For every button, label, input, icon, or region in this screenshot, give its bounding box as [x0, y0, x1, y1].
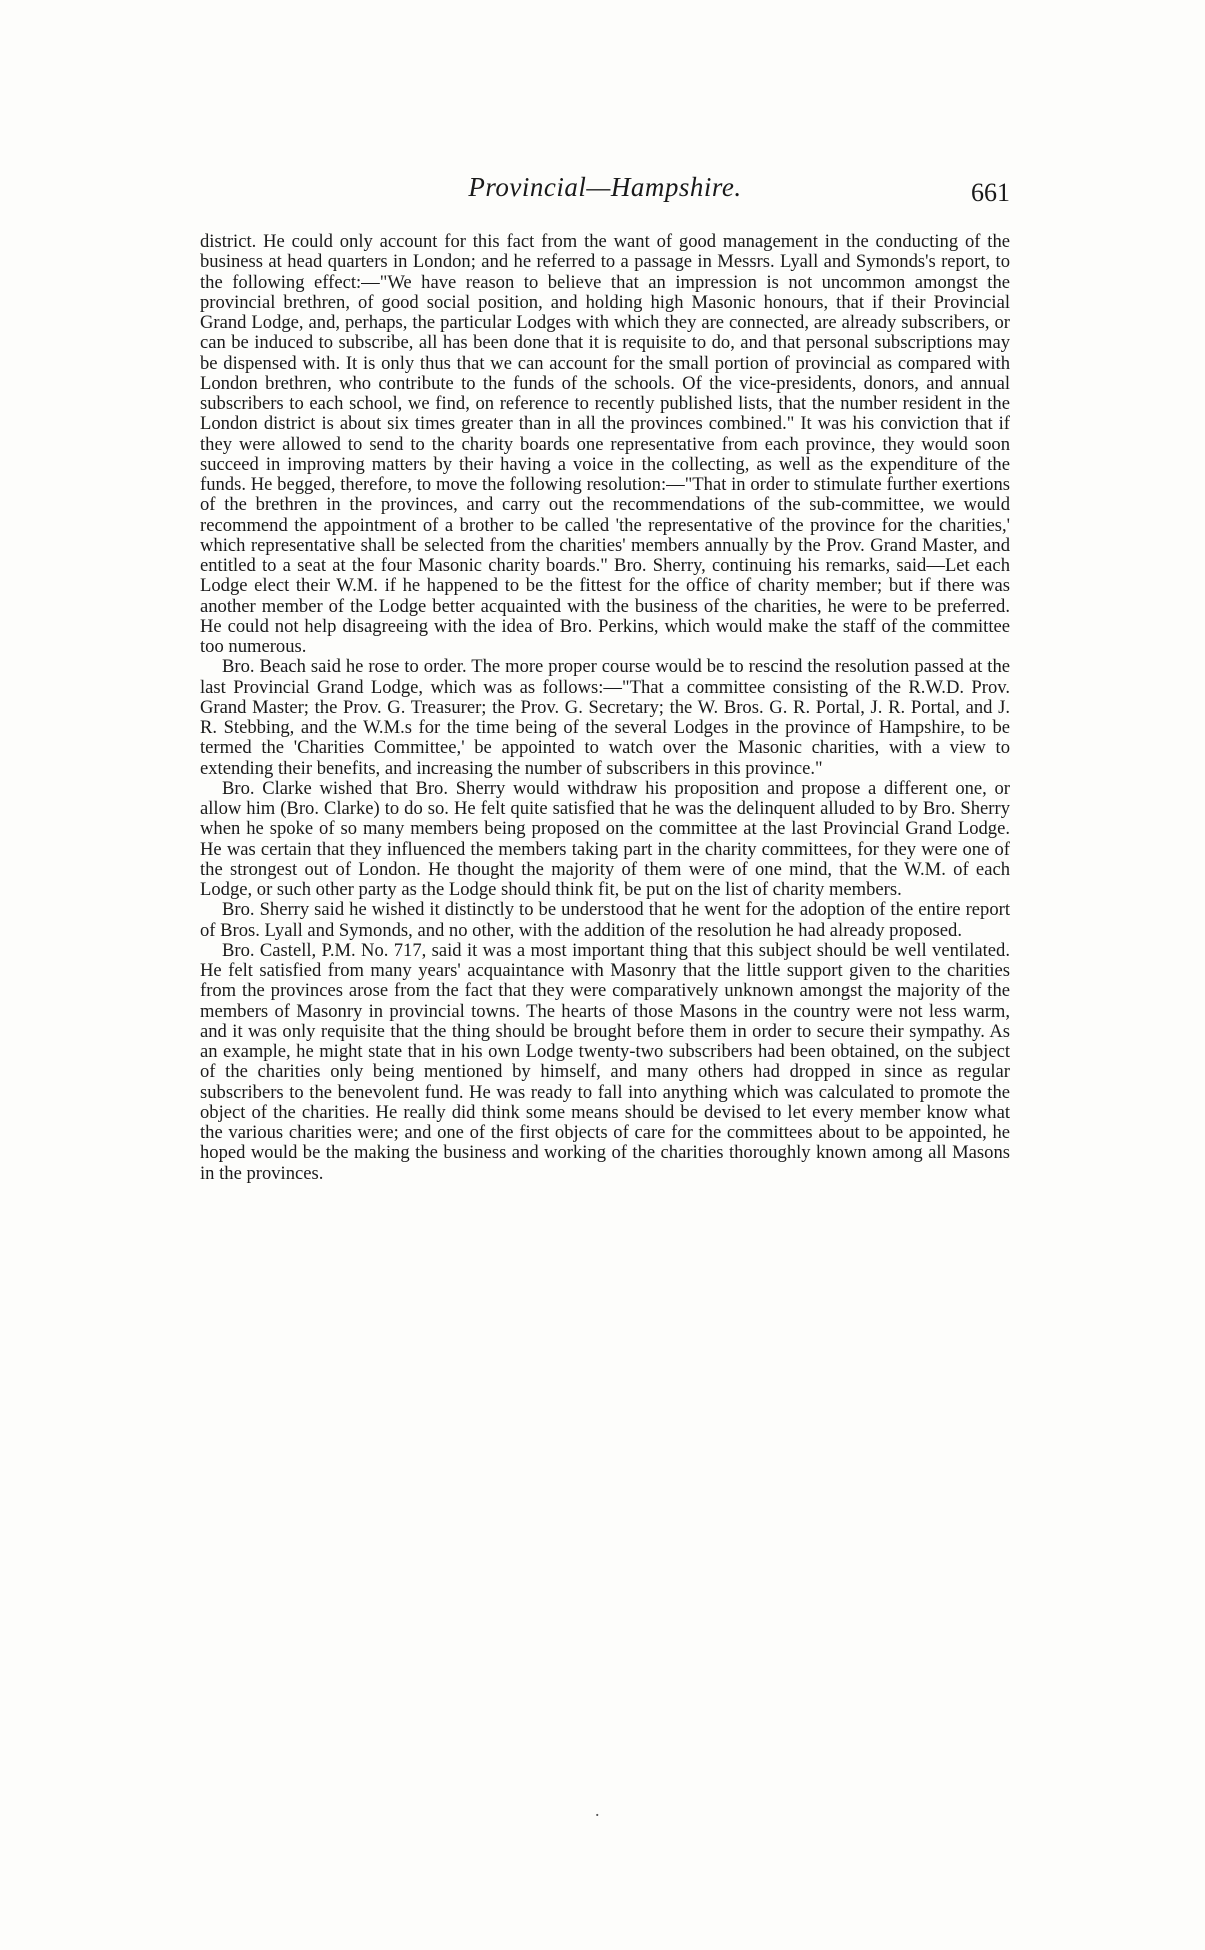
- paragraph-bro-clarke: Bro. Clarke wished that Bro. Sherry would withdraw his proposition and propose a different one, or allow him (Bro. Clarke) to do so. He felt quite satisfied that he was the delinquent alluded to by Bro. Sherry when he spoke of so many members being proposed on the committee at the last Provincial Grand Lodge. He was certain that they influenced the members taking part in the charity committees, for they were one of the strongest out of London. He thought the majority of them were of one mind, that the W.M. of each Lodge, or such other party as the Lodge should think fit, be put on the list of charity members.: [200, 777, 1010, 900]
- paragraph-continuation: district. He could only account for this fact from the want of good management in the conducting of the business at head quarters in London; and he referred to a passage in Messrs. Lyall and Symonds's report, to the following effect:—"We have reason to believe that an impression is not uncommon amongst the provincial brethren, of good social position, and holding high Masonic honours, that if their Provincial Grand Lodge, and, perhaps, the particular Lodges with which they are connected, are already subscribers, or can be induced to subscribe, all has been done that it is requisite to do, and that personal subscriptions may be dispensed with. It is only thus that we can account for the small portion of provincial as compared with London brethren, who contribute to the funds of the schools. Of the vice-presidents, donors, and annual subscribers to each school, we find, on reference to recently published lists, that the number resident in the London district is about six times greater than in all the provinces combined." It was his conviction that if they were allowed to send to the charity boards one representative from each province, they would soon succeed in improving matters by their having a voice in the collecting, as well as the expenditure of the funds. He begged, therefore, to move the following resolution:—"That in order to stimulate further exertions of the brethren in the provinces, and carry out the recommendations of the sub-committee, we would recommend the appointment of a brother to be called 'the representative of the province for the charities,' which representative shall be selected from the charities' members annually by the Prov. Grand Master, and entitled to a seat at the four Masonic charity boards." Bro. Sherry, continuing his remarks, said—Let each Lodge elect their W.M. if he happened to be the fittest for the office of charity member; but if there was another member of the Lodge better acquainted with the business of the charities, he were to be preferred. He could not help disagreeing with the idea of Bro. Perkins, which would make the staff of the committee too numerous.: [200, 231, 1010, 657]
- running-head: [200, 172, 1010, 212]
- paragraph-bro-beach: Bro. Beach said he rose to order. The more proper course would be to rescind the resolution passed at the last Provincial Grand Lodge, which was as follows:—"That a committee consisting of the R.W.D. Prov. Grand Master; the Prov. G. Treasurer; the Prov. G. Secretary; the W. Bros. G. R. Portal, J. R. Portal, and J. R. Stebbing, and the W.M.s for the time being of the several Lodges in the province of Hampshire, to be termed the 'Charities Committee,' be appointed to watch over the Masonic charities, with a view to extending their benefits, and increasing the number of subscribers in this province.": [200, 656, 1010, 779]
- end-mark: .: [595, 1800, 600, 1820]
- page-number: 661: [971, 178, 1010, 207]
- body-text: [200, 232, 1010, 1184]
- paragraph-bro-castell: Bro. Castell, P.M. No. 717, said it was a most important thing that this subject should be well ventilated. He felt satisfied from many years' acquaintance with Masonry that the little support given to the charities from the provinces arose from the fact that they were comparatively unknown amongst the majority of the members of Masonry in provincial towns. The hearts of those Masons in the country were not less warm, and it was only requisite that the thing should be brought before them in order to secure their sympathy. As an example, he might state that in his own Lodge twenty-two subscribers had been obtained, on the subject of the charities only being mentioned by himself, and many others had dropped in since as regular subscribers to the benevolent fund. He was ready to fall into anything which was calculated to promote the object of the charities. He really did think some means should be devised to let every member know what the various charities were; and one of the first objects of care for the committees about to be appointed, he hoped would be the making the business and working of the charities thoroughly known among all Masons in the provinces.: [200, 939, 1010, 1184]
- running-title: Provincial—Hampshire.: [468, 172, 742, 202]
- paragraph-bro-sherry: Bro. Sherry said he wished it distinctly to be understood that he went for the adoption of the entire report of Bros. Lyall and Symonds, and no other, with the addition of the resolution he had already proposed.: [200, 899, 1010, 941]
